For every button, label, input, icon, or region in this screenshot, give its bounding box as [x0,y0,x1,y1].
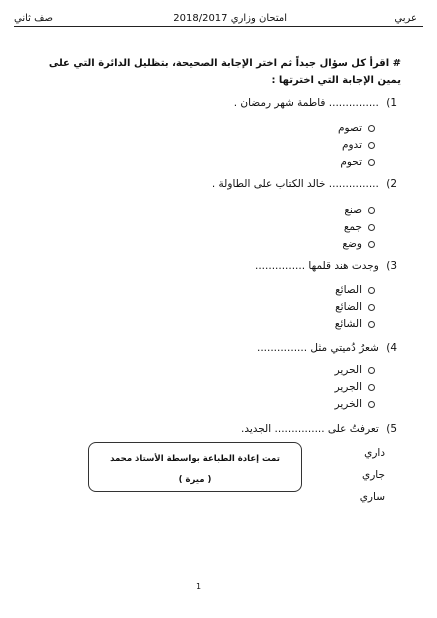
option-4a[interactable] [335,364,375,376]
radio-circle-icon[interactable] [368,142,375,149]
question-text: وجدت هند قلمها ............... [255,260,379,272]
option-4b[interactable] [335,381,375,393]
grade-label: صف ثاني [14,13,53,24]
question-number: 1) [386,97,397,109]
radio-circle-icon[interactable] [368,224,375,231]
option-label: تحوم [340,156,362,168]
radio-circle-icon[interactable] [368,321,375,328]
option-3b[interactable] [335,301,375,313]
option-label: الشائع [334,318,362,330]
radio-circle-icon[interactable] [368,304,375,311]
question-text: شعرُ دُميتي مثل ............... [256,342,379,354]
question-3 [255,260,397,272]
question-number: 4) [386,342,397,354]
option-1c[interactable] [340,156,375,168]
reprint-notice-box [88,442,302,492]
question-4 [257,342,397,354]
option-label: صنع [344,204,362,216]
option-5b[interactable] [362,469,385,481]
header-divider [14,26,423,27]
question-number: 2) [386,178,397,190]
option-label: الحرير [334,364,362,376]
option-5a[interactable] [364,447,385,459]
question-text: ............... فاطمة شهر رمضان . [233,97,379,109]
option-1b[interactable] [342,139,375,151]
option-4c[interactable] [335,398,375,410]
option-2a[interactable] [344,204,375,216]
question-number: 3) [386,260,397,272]
author-name: ( ميرة ) [178,475,212,485]
question-2 [212,178,397,190]
radio-circle-icon[interactable] [368,159,375,166]
option-label: داري [364,447,385,459]
option-label: تصوم [338,122,362,134]
option-5c[interactable] [360,491,385,503]
radio-circle-icon[interactable] [368,287,375,294]
option-label: الخرير [334,398,362,410]
question-5 [241,423,397,435]
radio-circle-icon[interactable] [368,125,375,132]
instructions: # اقرأ كل سؤال جيداً ثم اختر الإجابة الصحيحة، بتظليل الدائرة التي على يمين الإجابة التي اخترتها : [48,58,401,86]
radio-circle-icon[interactable] [368,207,375,214]
page-number: 1 [196,582,202,591]
radio-circle-icon[interactable] [368,241,375,248]
radio-circle-icon[interactable] [368,401,375,408]
radio-circle-icon[interactable] [368,384,375,391]
subject-label: عربي [394,13,417,24]
option-label: وضع [342,238,362,250]
reprint-notice-line: تمت إعادة الطباعة بواسطة الأستاذ محمد [110,454,280,464]
exam-title: امتحان وزاري 2018/2017 [173,13,287,24]
option-label: الجرير [334,381,362,393]
option-2c[interactable] [342,238,375,250]
option-2b[interactable] [344,221,375,233]
option-label: جاري [362,469,385,481]
option-label: جمع [343,221,362,233]
option-label: الضائع [335,301,362,313]
question-text: تعرفتُ على ............... الجديد. [241,423,379,435]
radio-circle-icon[interactable] [368,367,375,374]
option-3c[interactable] [335,318,375,330]
option-label: تدوم [341,139,362,151]
option-label: ساري [359,491,385,503]
option-1a[interactable] [338,122,375,134]
option-3a[interactable] [335,284,375,296]
question-text: ............... خالد الكتاب على الطاولة . [211,178,379,190]
question-1 [234,97,397,109]
option-label: الصائع [335,284,362,296]
question-number: 5) [386,423,397,435]
